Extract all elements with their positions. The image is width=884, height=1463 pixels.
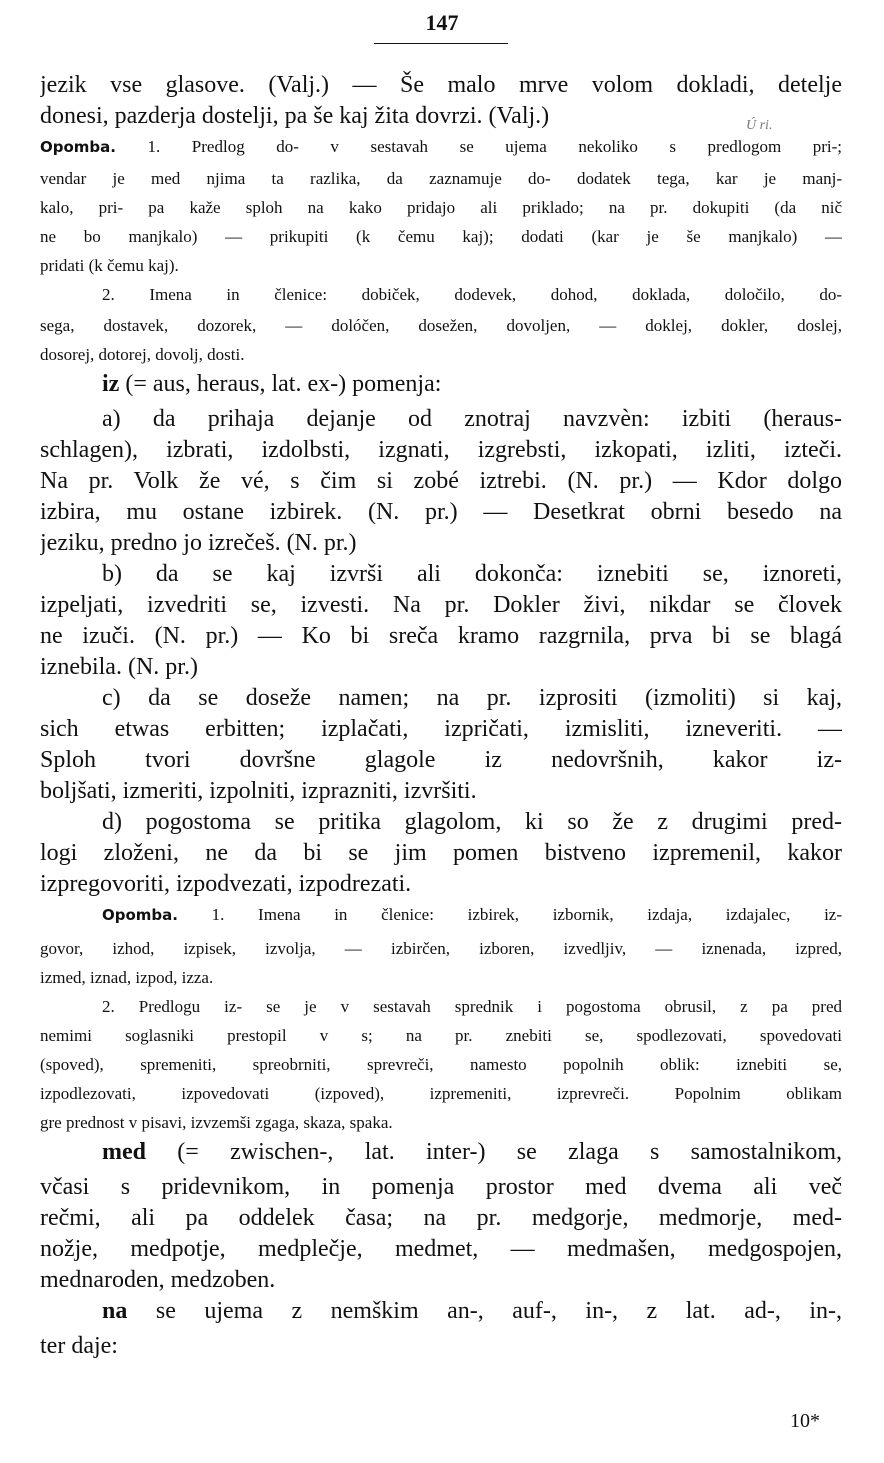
- text-line: [40, 1079, 842, 1108]
- text-line: [40, 745, 842, 776]
- text-line: [40, 404, 842, 435]
- page-number-rule: [374, 43, 508, 44]
- line-text: schlagen), izbrati, izdolbsti, izgnati, izgrebsti, izkopati, izliti, izteči.: [40, 437, 842, 463]
- text-line: [40, 251, 842, 280]
- line-text: gre prednost v pisavi, izvzemši zgaga, skaza, spaka.: [40, 1113, 393, 1132]
- line-text: rečmi, ali pa oddelek časa; na pr. medgorje, medmorje, med-: [40, 1205, 842, 1231]
- text-line: [40, 497, 842, 528]
- line-text: ter daje:: [40, 1333, 118, 1359]
- line-text: 2. Predlogu iz- se je v sestavah sprednik i pogostoma obrusil, z pa pred: [102, 997, 842, 1016]
- text-line: [40, 590, 842, 621]
- line-text: govor, izhod, izpisek, izvolja, — izbirčen, izboren, izvedljiv, — iznenada, izpred,: [40, 939, 842, 958]
- text-line: [40, 1331, 842, 1362]
- text-line: [40, 1108, 842, 1137]
- line-text: b) da se kaj izvrši ali dokonča: iznebiti se, iznoreti,: [102, 561, 842, 587]
- text-line: [40, 1234, 842, 1265]
- line-text: med (= zwischen-, lat. inter-) se zlaga s samostalnikom,: [102, 1139, 842, 1165]
- text-line: [40, 621, 842, 652]
- line-text: mednaroden, medzoben.: [40, 1267, 276, 1293]
- text-line: [40, 934, 842, 963]
- line-text: d) pogostoma se pritika glagolom, ki so že z drugimi pred-: [102, 809, 842, 835]
- text-line: [40, 1203, 842, 1234]
- line-text: iznebila. (N. pr.): [40, 654, 198, 680]
- text-line: [40, 1021, 842, 1050]
- text-line: [40, 1265, 842, 1296]
- line-text: a) da prihaja dejanje od znotraj navzvèn: izbiti (heraus-: [102, 406, 842, 432]
- line-text: izpeljati, izvedriti se, izvesti. Na pr. Dokler živi, nikdar se človek: [40, 592, 842, 618]
- text-line: [40, 900, 842, 930]
- line-text: logi zloženi, ne da bi se jim pomen bistveno izpremenil, kakor: [40, 840, 842, 866]
- text-line: [40, 807, 842, 838]
- text-line: [40, 280, 842, 309]
- line-text: 1. Predlog do- v sestavah se ujema nekoliko s predlogom pri-;: [115, 137, 842, 156]
- line-text: 2. Imena in členice: dobiček, dodevek, dohod, doklada, določilo, do-: [102, 285, 842, 304]
- text-line: [40, 222, 842, 251]
- line-text: iz (= aus, heraus, lat. ex-) pomenja:: [102, 371, 442, 397]
- line-text: donesi, pazderja dostelji, pa še kaj žita dovrzi. (Valj.): [40, 103, 550, 129]
- text-line: [40, 652, 842, 683]
- text-line: [40, 776, 842, 807]
- text-line: [40, 193, 842, 222]
- text-line: [40, 1172, 842, 1203]
- line-text: jezik vse glasove. (Valj.) — Še malo mrve volom dokladi, detelje: [40, 72, 842, 98]
- line-text: izpregovoriti, izpodvezati, izpodrezati.: [40, 871, 412, 897]
- signature-mark: 10*: [790, 1410, 820, 1432]
- text-line: [40, 683, 842, 714]
- text-line: [40, 963, 842, 992]
- line-text: izmed, iznad, izpod, izza.: [40, 968, 214, 987]
- line-text: ne bo manjkalo) — prikupiti (k čemu kaj); dodati (kar je še manjkalo) —: [40, 227, 842, 246]
- line-text: na se ujema z nemškim an-, auf-, in-, z lat. ad-, in-,: [102, 1298, 842, 1324]
- line-text: nožje, medpotje, medplečje, medmet, — medmašen, medgospojen,: [40, 1236, 842, 1262]
- text-line: [40, 435, 842, 466]
- text-line: [40, 1050, 842, 1079]
- line-text: dosorej, dotorej, dovolj, dosti.: [40, 345, 245, 364]
- line-text: izpodlezovati, izpovedovati (izpoved), izpremeniti, izprevreči. Popolnim oblikam: [40, 1084, 842, 1103]
- line-text: Sploh tvori dovršne glagole iz nedovršnih, kakor iz-: [40, 747, 842, 773]
- text-line: [40, 311, 842, 340]
- note-label: Opomba.: [40, 138, 116, 156]
- text-line: [40, 101, 842, 132]
- text-line: [40, 1296, 842, 1327]
- text-line: [40, 70, 842, 101]
- text-line: [40, 369, 842, 400]
- text-line: [40, 869, 842, 900]
- line-text: včasi s pridevnikom, in pomenja prostor med dvema ali več: [40, 1174, 842, 1200]
- page-body-text: [40, 70, 842, 1362]
- line-text: izbira, mu ostane izbirek. (N. pr.) — Desetkrat obrni besedo na: [40, 499, 842, 525]
- line-text: vendar je med njima ta razlika, da zaznamuje do- dodatek tega, kar je manj-: [40, 169, 842, 188]
- text-line: [40, 132, 842, 162]
- line-text: c) da se doseže namen; na pr. izprositi (izmoliti) si kaj,: [102, 685, 842, 711]
- text-line: [40, 528, 842, 559]
- text-line: [40, 340, 842, 369]
- line-text: nemimi soglasniki prestopil v s; na pr. znebiti se, spodlezovati, spovedovati: [40, 1026, 842, 1045]
- note-label: Opomba.: [102, 906, 178, 924]
- line-text: ne izuči. (N. pr.) — Ko bi sreča kramo razgrnila, prva bi se blagá: [40, 623, 842, 649]
- line-text: pridati (k čemu kaj).: [40, 256, 179, 275]
- text-line: [40, 164, 842, 193]
- line-text: sich etwas erbitten; izplačati, izpričati, izmisliti, izneveriti. —: [40, 716, 842, 742]
- page-number: 147: [425, 10, 459, 35]
- handwritten-margin-mark: Ú ri.: [746, 118, 773, 133]
- line-text: Na pr. Volk že vé, s čim si zobé iztrebi. (N. pr.) — Kdor dolgo: [40, 468, 842, 494]
- line-text: sega, dostavek, dozorek, — dolóčen, dosežen, dovoljen, — doklej, dokler, doslej,: [40, 316, 842, 335]
- text-line: [40, 714, 842, 745]
- text-line: [40, 838, 842, 869]
- text-line: [40, 466, 842, 497]
- line-text: 1. Imena in členice: izbirek, izbornik, izdaja, izdajalec, iz-: [177, 905, 842, 924]
- line-text: kalo, pri- pa kaže sploh na kako pridajo ali priklado; na pr. dokupiti (da nič: [40, 198, 842, 217]
- text-line: [40, 1137, 842, 1168]
- text-line: [40, 559, 842, 590]
- line-text: jeziku, predno jo izrečeš. (N. pr.): [40, 530, 357, 556]
- text-line: [40, 992, 842, 1021]
- line-text: boljšati, izmeriti, izpolniti, izprazniti, izvršiti.: [40, 778, 477, 804]
- line-text: (spoved), spremeniti, spreobrniti, sprevreči, namesto popolnih oblik: iznebiti se,: [40, 1055, 842, 1074]
